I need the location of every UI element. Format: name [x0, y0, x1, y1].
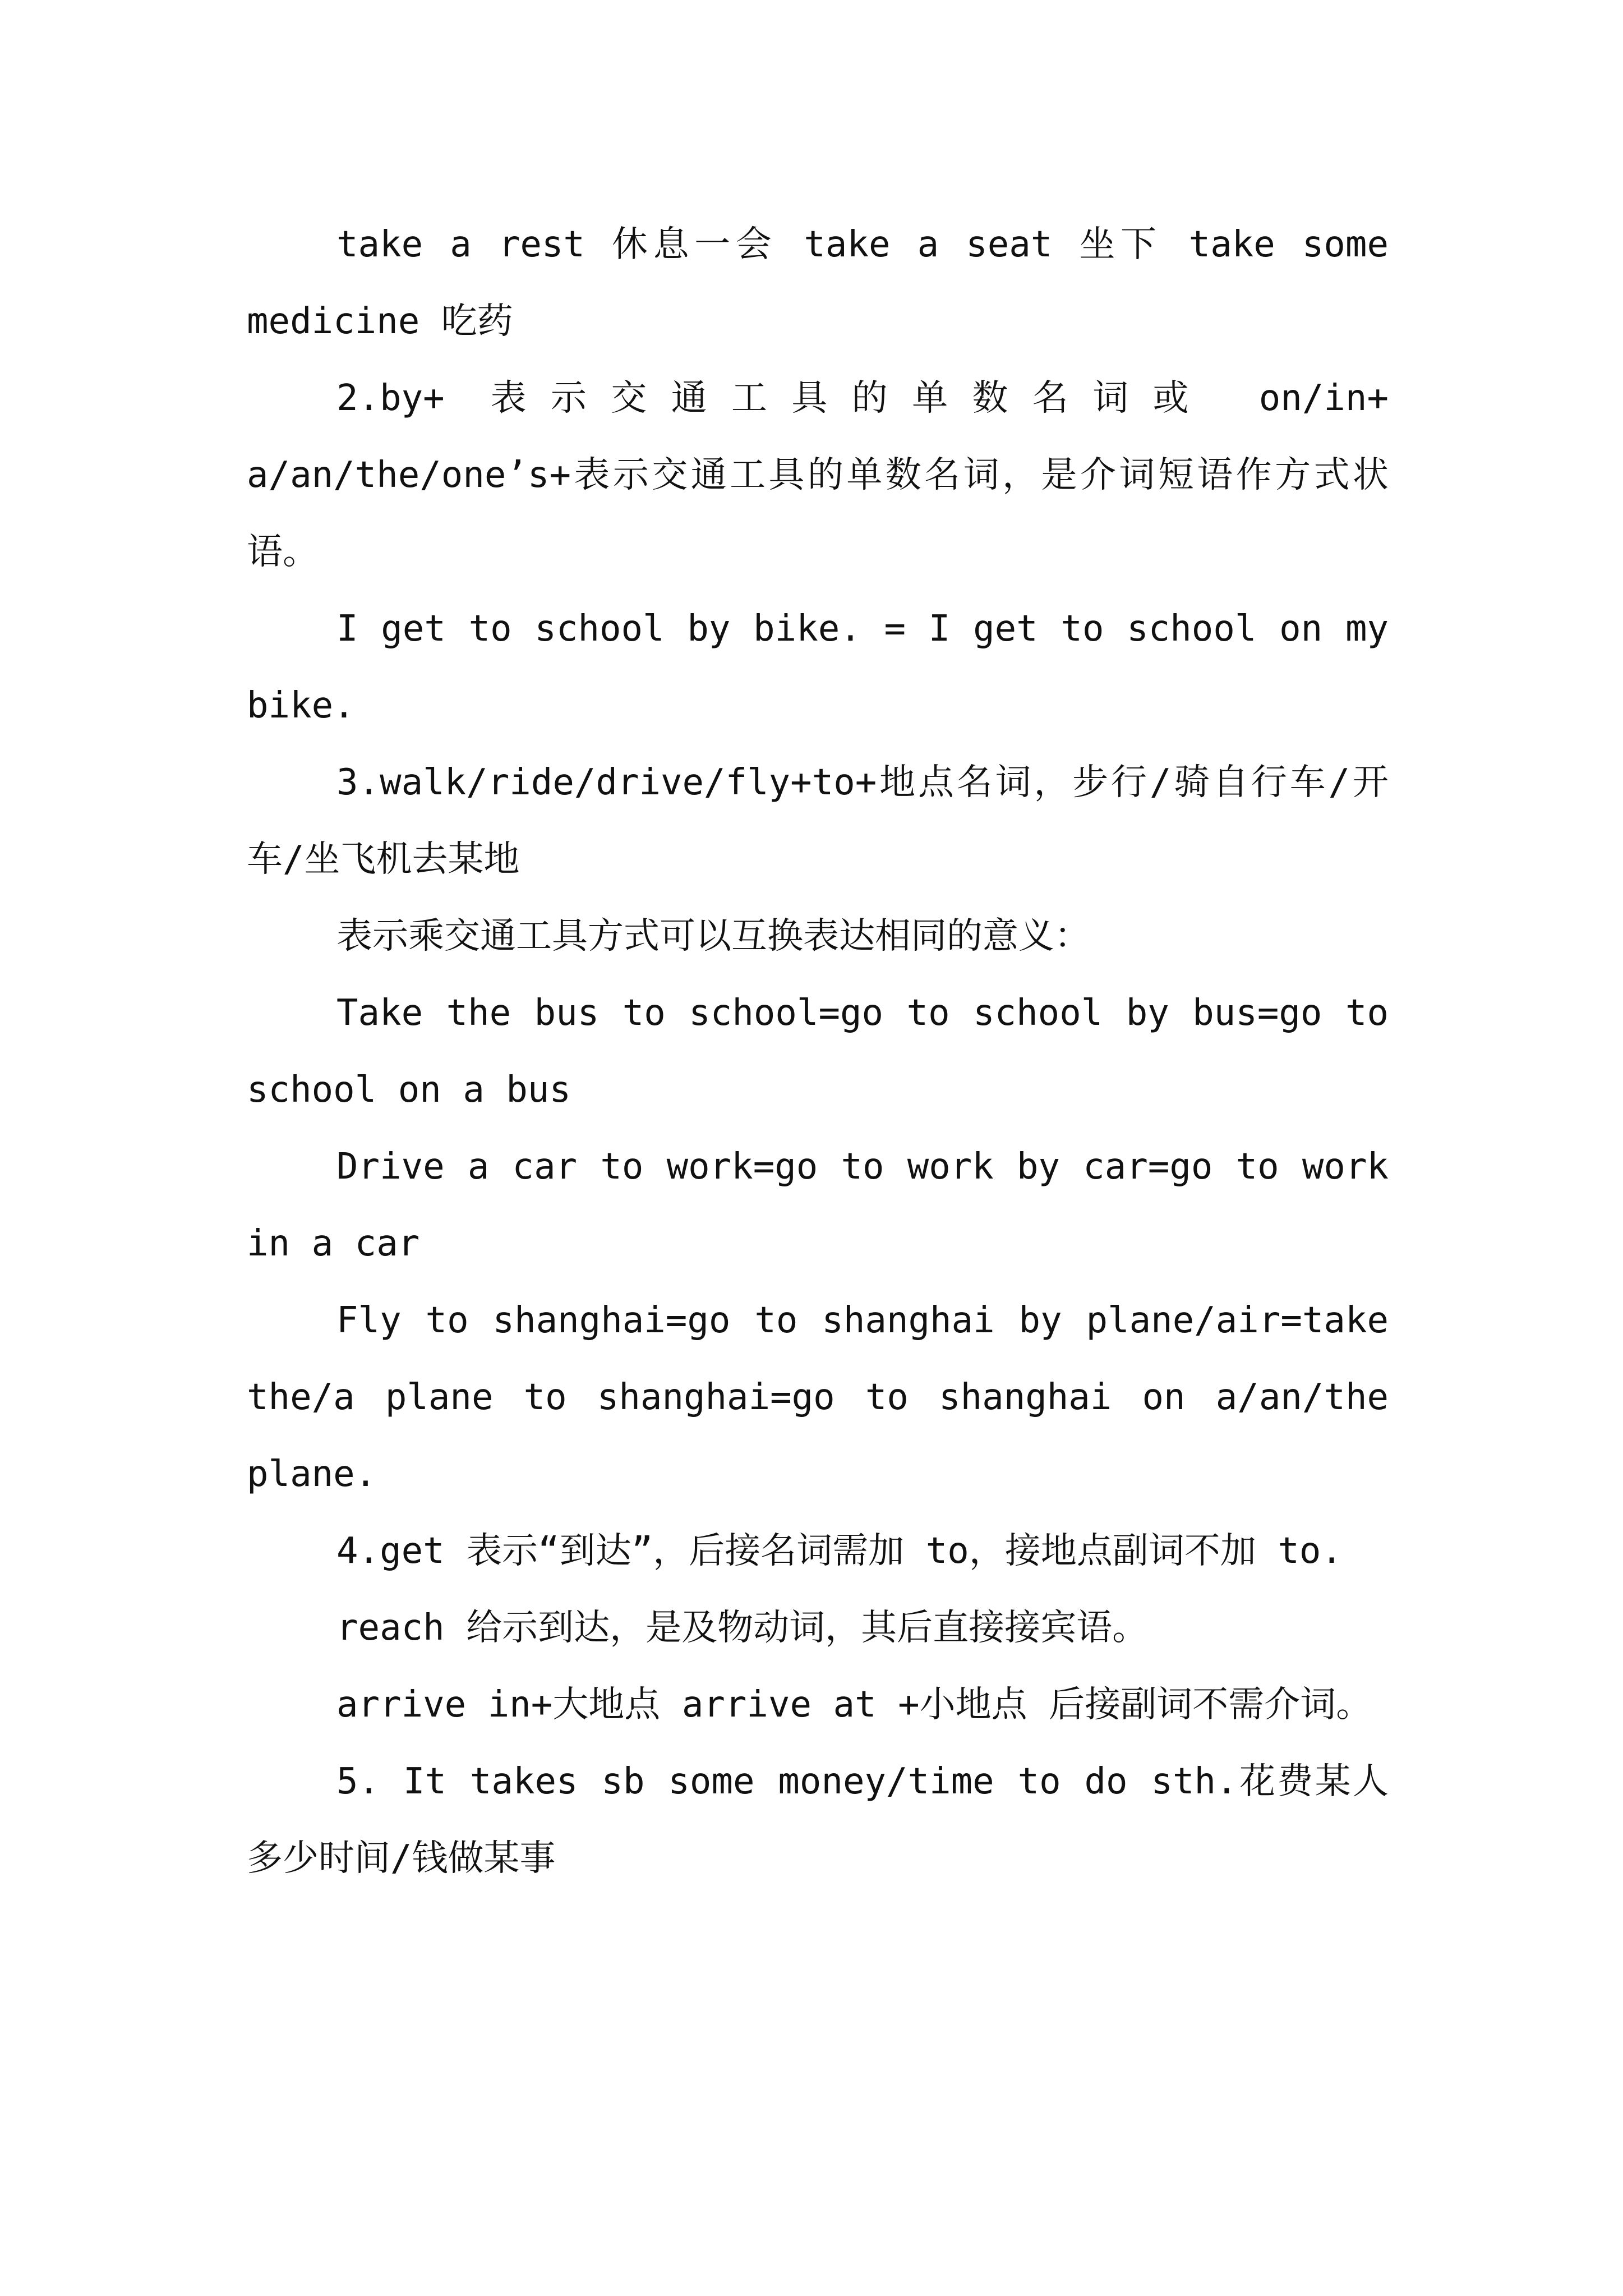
document-page: [247, 206, 1389, 1897]
paragraph-point-2: 2.by+ 表示交通工具的单数名词或 on/in+ a/an/the/one’s+表示交通工具的单数名词，是介词短语作方式状语。: [247, 378, 1389, 573]
paragraph-example-plane: Fly to shanghai=go to shanghai by plane/air=take the/a plane to shanghai=go to shanghai on a/an/the plane.: [247, 1300, 1389, 1495]
paragraph-point-4: 4.get 表示“到达”，后接名词需加 to，接地点副词不加 to.: [336, 1530, 1343, 1572]
paragraph-example-bike: I get to school by bike. = I get to school on my bike.: [247, 608, 1389, 726]
paragraph-point-3: 3.walk/ride/drive/fly+to+地点名词，步行/骑自行车/开车/坐飞机去某地: [247, 762, 1389, 880]
paragraph-take-phrases: take a rest 休息一会 take a seat 坐下 take some medicine 吃药: [247, 224, 1389, 342]
paragraph-example-bus: Take the bus to school=go to school by bus=go to school on a bus: [247, 992, 1389, 1111]
paragraph-interchange-intro: 表示乘交通工具方式可以互换表达相同的意义：: [336, 915, 1090, 957]
paragraph-reach: reach 给示到达，是及物动词，其后直接接宾语。: [336, 1607, 1149, 1649]
paragraph-point-5: 5. It takes sb some money/time to do sth.花费某人多少时间/钱做某事: [247, 1761, 1389, 1879]
paragraph-example-car: Drive a car to work=go to work by car=go to work in a car: [247, 1146, 1389, 1264]
paragraph-arrive: arrive in+大地点 arrive at +小地点 后接副词不需介词。: [336, 1684, 1372, 1726]
